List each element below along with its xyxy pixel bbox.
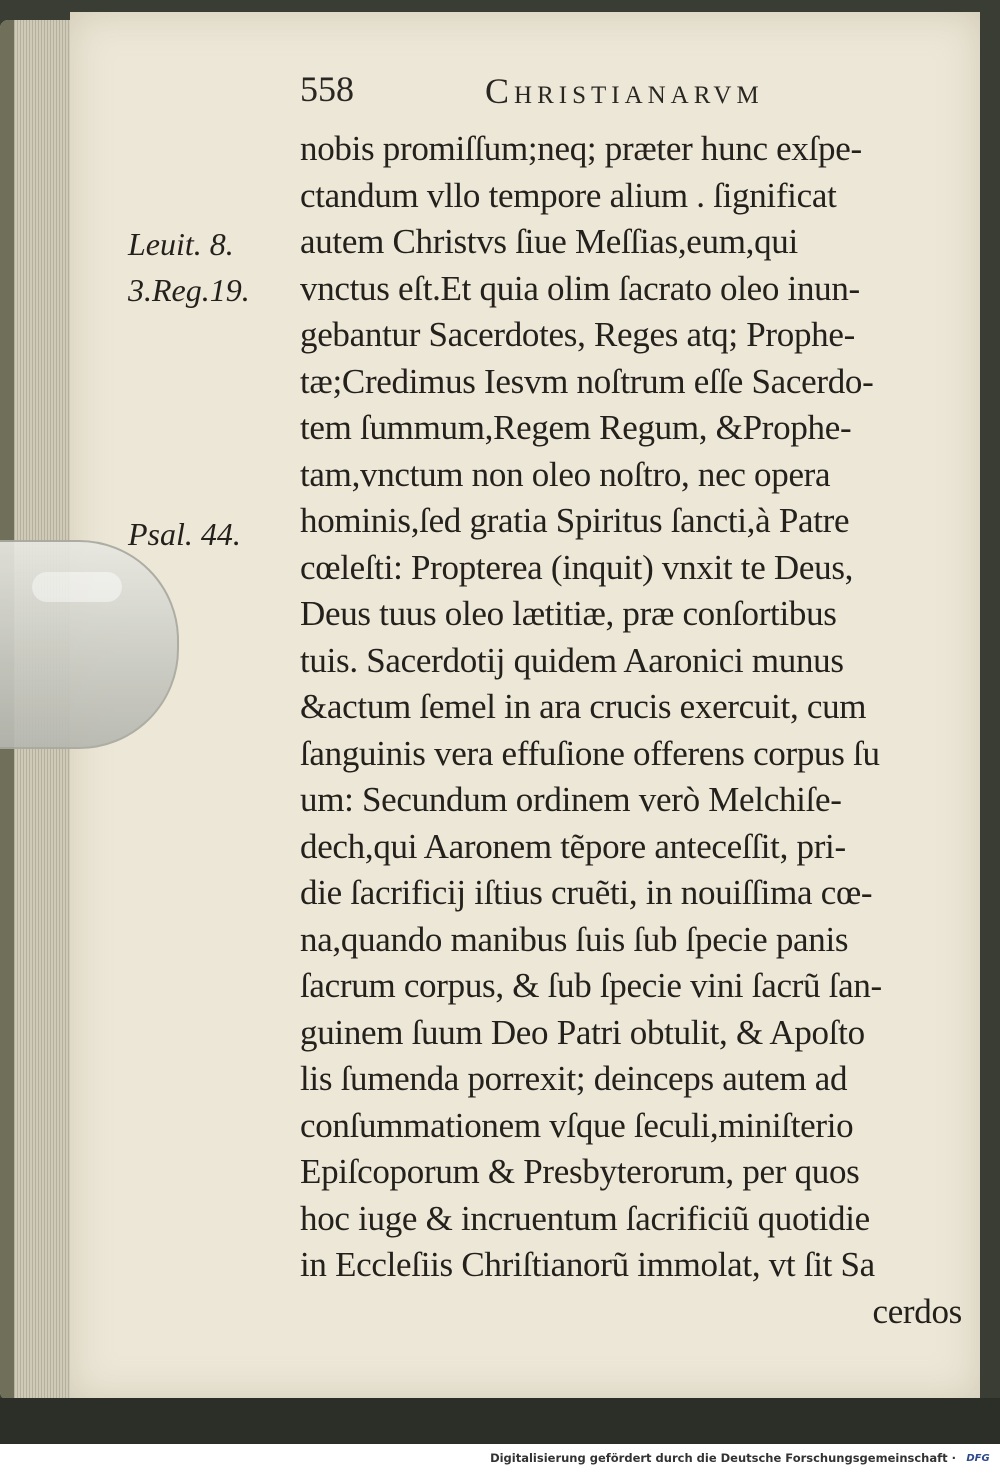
text-line: conſummationem vſque ſeculi,miniſterio	[300, 1105, 854, 1145]
dfg-logo: DFG	[966, 1453, 990, 1464]
text-line: tam,vnctum non oleo noſtro, nec opera	[300, 454, 831, 494]
text-line: lis ſumenda porrexit; deinceps autem ad	[300, 1059, 848, 1098]
text-line: guinem ſuum Deo Patri obtulit, & Apoſto	[300, 1012, 865, 1052]
funding-notice: Digitalisierung gefördert durch die Deutsche Forschungsgemeinschaft ·	[490, 1451, 956, 1465]
text-line: nobis promiſſum;neq; præter hunc exſpe-	[300, 129, 862, 168]
margin-note-psalm: Psal. 44.	[128, 516, 241, 552]
running-head: Christianarvm	[485, 71, 764, 111]
text-line: cœleſti: Propterea (inquit) vnxit te Deus,	[300, 547, 854, 587]
text-line: hoc iuge & incruentum ſacrificiũ quotidie	[300, 1198, 870, 1238]
margin-note-kings: 3.Reg.19.	[128, 272, 250, 308]
text-line: na,quando manibus ſuis ſub ſpecie panis	[300, 919, 849, 959]
margin-note-leviticus: Leuit. 8.	[128, 226, 234, 262]
text-line: ſacrum corpus, & ſub ſpecie vini ſacrũ ſan-	[300, 966, 882, 1005]
text-line: tem ſummum,Regem Regum, &Prophe-	[300, 408, 852, 447]
text-line: Deus tuus oleo lætitiæ, præ conſortibus	[300, 594, 837, 633]
text-line: dech,qui Aaronem tẽpore anteceſſit, pri-	[300, 826, 846, 866]
catchword: cerdos	[872, 1291, 962, 1331]
body-text	[300, 126, 962, 1335]
text-line: die ſacrificij iſtius cruẽti, in nouiſſima cœ-	[300, 873, 873, 912]
page-number: 558	[300, 69, 354, 109]
text-line: gebantur Sacerdotes, Reges atq; Prophe-	[300, 315, 855, 354]
text-line: in Eccleſiis Chriſtianorũ immolat, vt ſit Sa	[300, 1245, 875, 1284]
text-line: tuis. Sacerdotij quidem Aaronici munus	[300, 640, 844, 680]
digitization-footer	[0, 1444, 1000, 1474]
text-line: &actum ſemel in ara crucis exercuit, cum	[300, 687, 867, 726]
text-line: vnctus eſt.Et quia olim ſacrato oleo inun-	[300, 268, 860, 308]
text-line: tæ;Credimus Iesvm noſtrum eſſe Sacerdo-	[300, 361, 874, 401]
text-line: hominis,ſed gratia Spiritus ſancti,à Patre	[300, 501, 850, 540]
book-bottom-shadow	[0, 1398, 1000, 1444]
text-line: ctandum vllo tempore alium . ſignificat	[300, 175, 837, 215]
page-header	[300, 68, 960, 116]
text-line: Epiſcoporum & Presbyterorum, per quos	[300, 1152, 860, 1191]
text-line: autem Christvs ſiue Meſſias,eum,qui	[300, 222, 798, 261]
text-line: ſanguinis vera effuſione offerens corpus ſu	[300, 733, 880, 773]
text-line: um: Secundum ordinem verò Melchiſe-	[300, 780, 842, 819]
